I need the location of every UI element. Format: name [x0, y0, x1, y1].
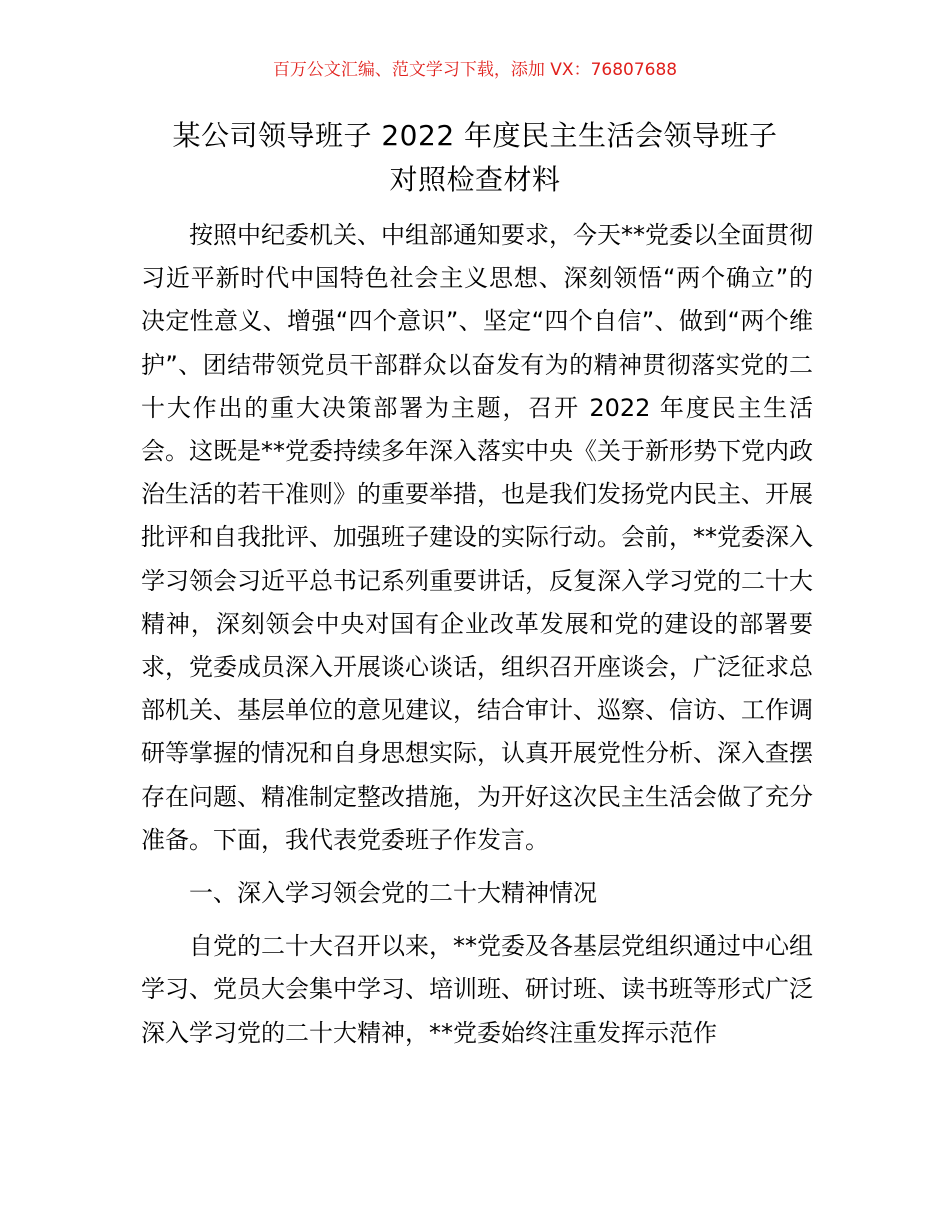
title-line-1: 某公司领导班子 2022 年度民主生活会领导班子: [172, 119, 778, 152]
intro-paragraph: 按照中纪委机关、中组部通知要求，今天**党委以全面贯彻习近平新时代中国特色社会主义思想、深刻领悟“两个确立”的决定性意义、增强“四个意识”、坚定“四个自信”、做到“两个维护”、团结带领党员干部群众以奋发有为的精神贯彻落实党的二十大作出的重大决策部署为主题，召开 2022 年度民主生活会。这既是**党委持续多年深入落实中央《关于新形势下党内政治生活的若干准则》的重要举措，也是我们发扬党内民主、开展批评和自我批评、加强班子建设的实际行动。会前，**党委深入学习领会习近平总书记系列重要讲话，反复深入学习党的二十大精神，深刻领会中央对国有企业改革发展和党的建设的部署要求，党委成员深入开展谈心谈话，组织召开座谈会，广泛征求总部机关、基层单位的意见建议，结合审计、巡察、信访、工作调研等掌握的情况和自身思想实际，认真开展党性分析、深入查摆存在问题、精准制定整改措施，为开好这次民主生活会做了充分准备。下面，我代表党委班子作发言。: [141, 221, 813, 854]
section-paragraph: 自党的二十大召开以来，**党委及各基层党组织通过中心组学习、党员大会集中学习、培训班、研讨班、读书班等形式广泛深入学习党的二十大精神，**党委始终注重发挥示范作: [141, 932, 813, 1047]
document-body: [141, 214, 813, 1055]
section-heading: 一、深入学习领会党的二十大精神情况: [189, 879, 597, 908]
document-title: [120, 114, 830, 202]
title-line-2: 对照检查材料: [389, 163, 561, 196]
watermark-header: 百万公文汇编、范文学习下载，添加 VX：76807688: [272, 60, 678, 80]
